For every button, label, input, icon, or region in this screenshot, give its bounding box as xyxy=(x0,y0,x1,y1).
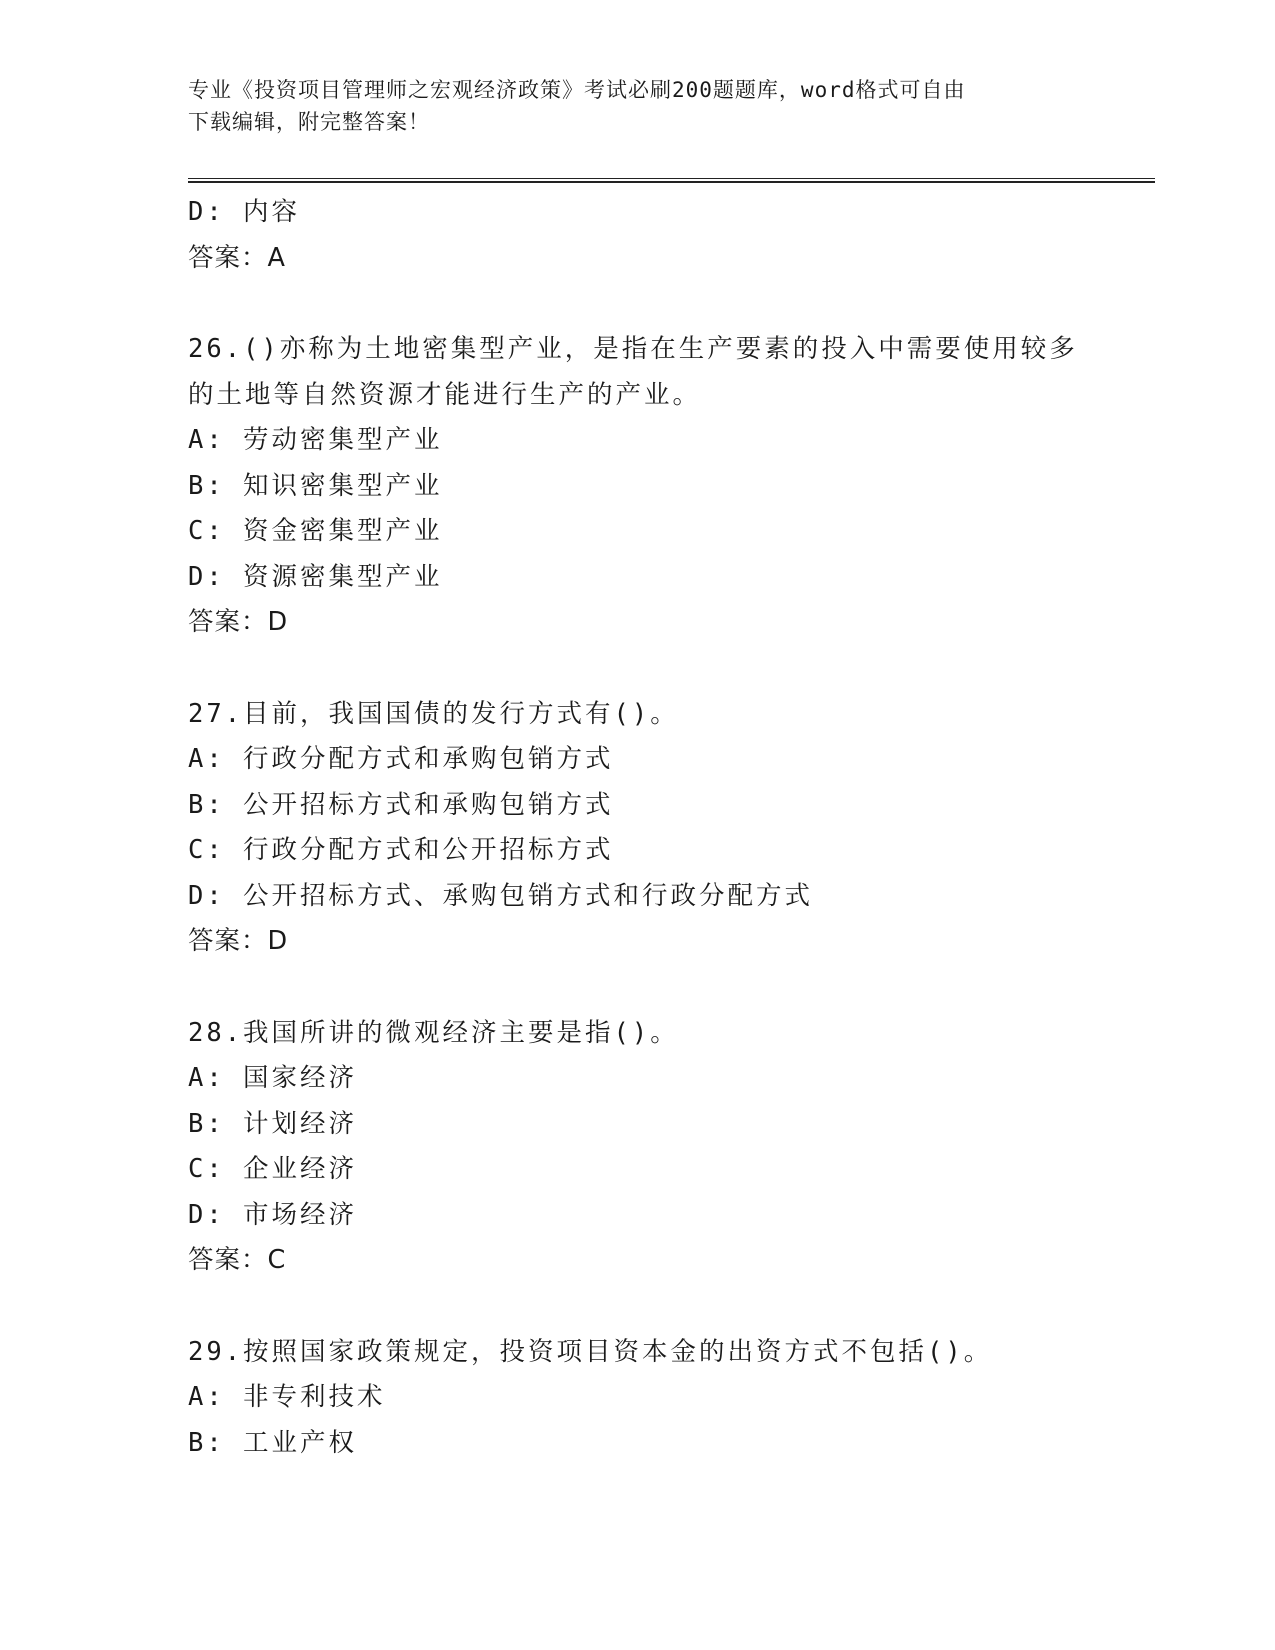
page-header xyxy=(188,74,1088,138)
option-d: D: 市场经济 xyxy=(188,1199,358,1230)
option-a: A: 非专利技术 xyxy=(188,1382,386,1412)
option-b: B: 公开招标方式和承购包销方式 xyxy=(188,789,614,820)
header-line-1: 专业《投资项目管理师之宏观经济政策》考试必刷200题题库，word格式可自由 xyxy=(188,78,966,102)
question-stem: 29.按照国家政策规定，投资项目资本金的出资方式不包括()。 xyxy=(188,1336,993,1367)
option-d: D: 公开招标方式、承购包销方式和行政分配方式 xyxy=(188,880,814,911)
question-25-tail xyxy=(188,190,1148,281)
option-b: B: 知识密集型产业 xyxy=(188,470,443,501)
option-c: C: 行政分配方式和公开招标方式 xyxy=(188,835,614,865)
option-b: B: 计划经济 xyxy=(188,1108,358,1139)
header-divider-thin xyxy=(188,178,1155,179)
question-stem: 27.目前，我国国债的发行方式有()。 xyxy=(188,698,679,729)
option-b: B: 工业产权 xyxy=(188,1427,358,1458)
answer: 答案：C xyxy=(188,1245,287,1275)
option-d: D: 内容 xyxy=(188,197,301,227)
answer: 答案：D xyxy=(188,926,289,956)
question-27 xyxy=(188,692,1148,965)
spacer xyxy=(188,1284,1148,1330)
option-c: C: 企业经济 xyxy=(188,1154,358,1184)
question-stem: 26.()亦称为土地密集型产业，是指在生产要素的投入中需要使用较多 xyxy=(188,334,1078,364)
spacer xyxy=(188,965,1148,1011)
answer: 答案：D xyxy=(188,607,289,637)
answer: 答案：A xyxy=(188,242,286,273)
spacer xyxy=(188,646,1148,692)
option-a: A: 行政分配方式和承购包销方式 xyxy=(188,744,614,774)
question-28 xyxy=(188,1011,1148,1284)
option-d: D: 资源密集型产业 xyxy=(188,561,443,592)
question-stem: 的土地等自然资源才能进行生产的产业。 xyxy=(188,379,702,410)
option-a: A: 劳动密集型产业 xyxy=(188,425,443,455)
question-29 xyxy=(188,1330,1148,1467)
option-c: C: 资金密集型产业 xyxy=(188,516,443,546)
question-stem: 28.我国所讲的微观经济主要是指()。 xyxy=(188,1017,679,1048)
header-divider-thick xyxy=(188,181,1155,183)
spacer xyxy=(188,281,1148,327)
question-26 xyxy=(188,327,1148,646)
option-a: A: 国家经济 xyxy=(188,1063,358,1093)
document-body xyxy=(188,190,1148,1466)
header-line-2: 下载编辑，附完整答案！ xyxy=(188,110,430,134)
